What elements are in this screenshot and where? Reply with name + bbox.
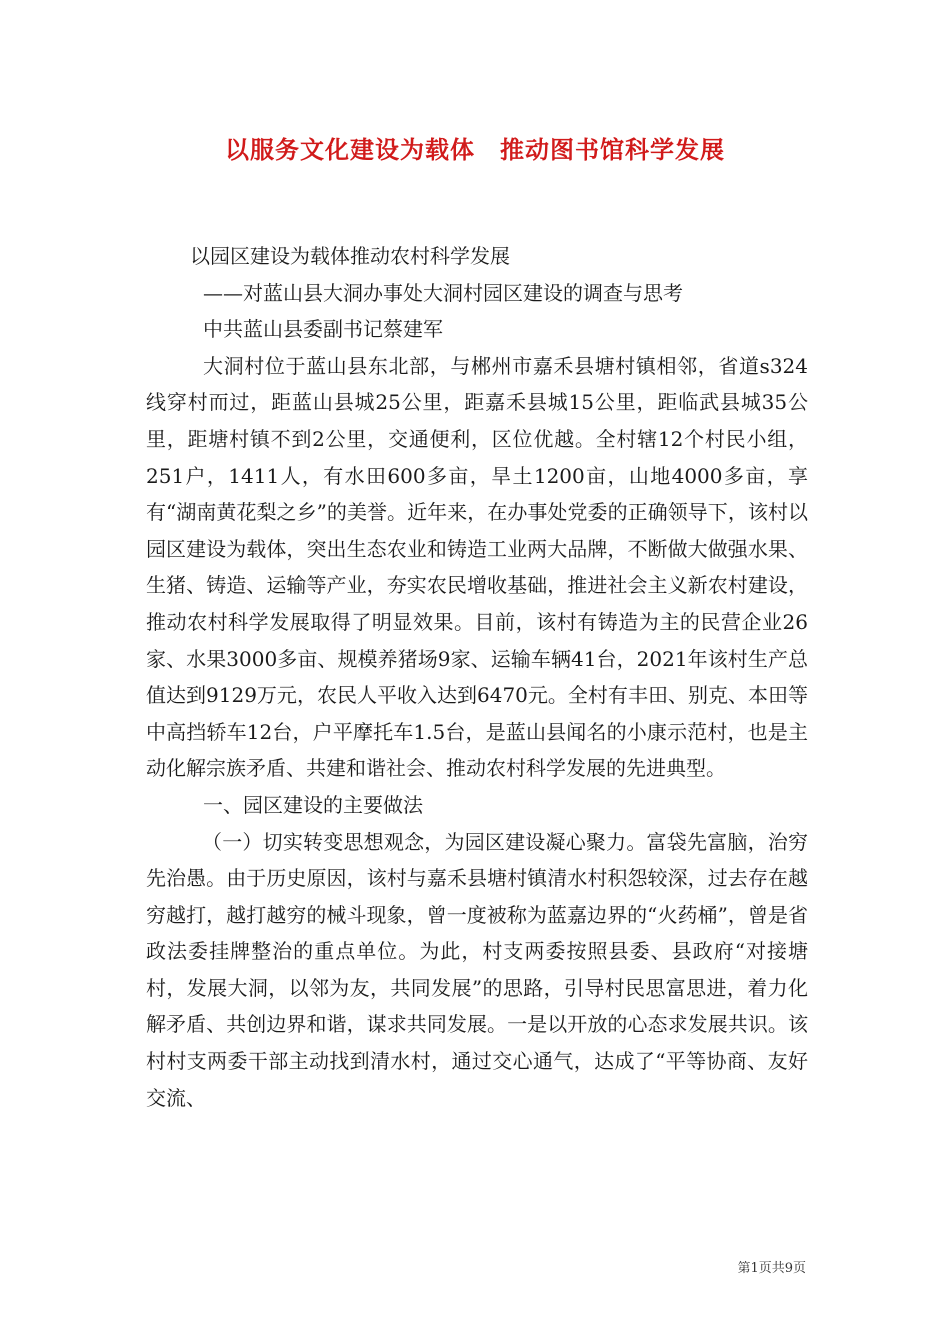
article-subheading: ——对蓝山县大洞办事处大洞村园区建设的调查与思考 [203, 280, 683, 305]
article-heading: 以园区建设为载体推动农村科学发展 [190, 244, 510, 268]
paragraph: （一）切实转变思想观念，为园区建设凝心聚力。富袋先富脑，治穷先治愚。由于历史原因，该村与嘉禾县塘村镇清水村积怨较深，过去存在越穷越打，越打越穷的械斗现象，曾一度被称为蓝嘉边界的“火药桶”，曾是省政法委挂牌整治的重点单位。为此，村支两委按照县委、县政府“对接塘村，发展大洞，以邻为友，共同发展”的思路，引导村民思富思进，着力化解矛盾、共创边界和谐，谋求共同发展。一是以开放的心态求发展共识。该村村支两委干部主动找到清水村，通过交心通气，达成了“平等协商、友好交流、 [146, 829, 808, 1110]
paragraph: 大洞村位于蓝山县东北部，与郴州市嘉禾县塘村镇相邻，省道s324线穿村而过，距蓝山县城25公里，距嘉禾县城15公里，距临武县城35公里，距塘村镇不到2公里，交通便利，区位优越。全村辖12个村民小组，251户，1411人，有水田600多亩，旱土1200亩，山地4000多亩，享有“湖南黄花梨之乡”的美誉。近年来，在办事处党委的正确领导下，该村以园区建设为载体，突出生态农业和铸造工业两大品牌，不断做大做强水果、生猪、铸造、运输等产业，夯实农民增收基础，推进社会主义新农村建设，推动农村科学发展取得了明显效果。目前，该村有铸造为主的民营企业26家、水果3000多亩、规模养猪场9家、运输车辆41台，2021年该村生产总值达到9129万元，农民人平收入达到6470元。全村有丰田、别克、本田等中高挡轿车12台，户平摩托车1.5台，是蓝山县闻名的小康示范村，也是主动化解宗族矛盾、共建和谐社会、推动农村科学发展的先进典型。 [146, 353, 808, 781]
document-body [146, 238, 808, 1116]
section-heading: 一、园区建设的主要做法 [203, 792, 423, 817]
document-title: 以服务文化建设为载体 推动图书馆科学发展 [225, 135, 725, 164]
article-author: 中共蓝山县委副书记蔡建军 [203, 317, 443, 342]
page-number: 第1页共9页 [737, 1261, 806, 1276]
